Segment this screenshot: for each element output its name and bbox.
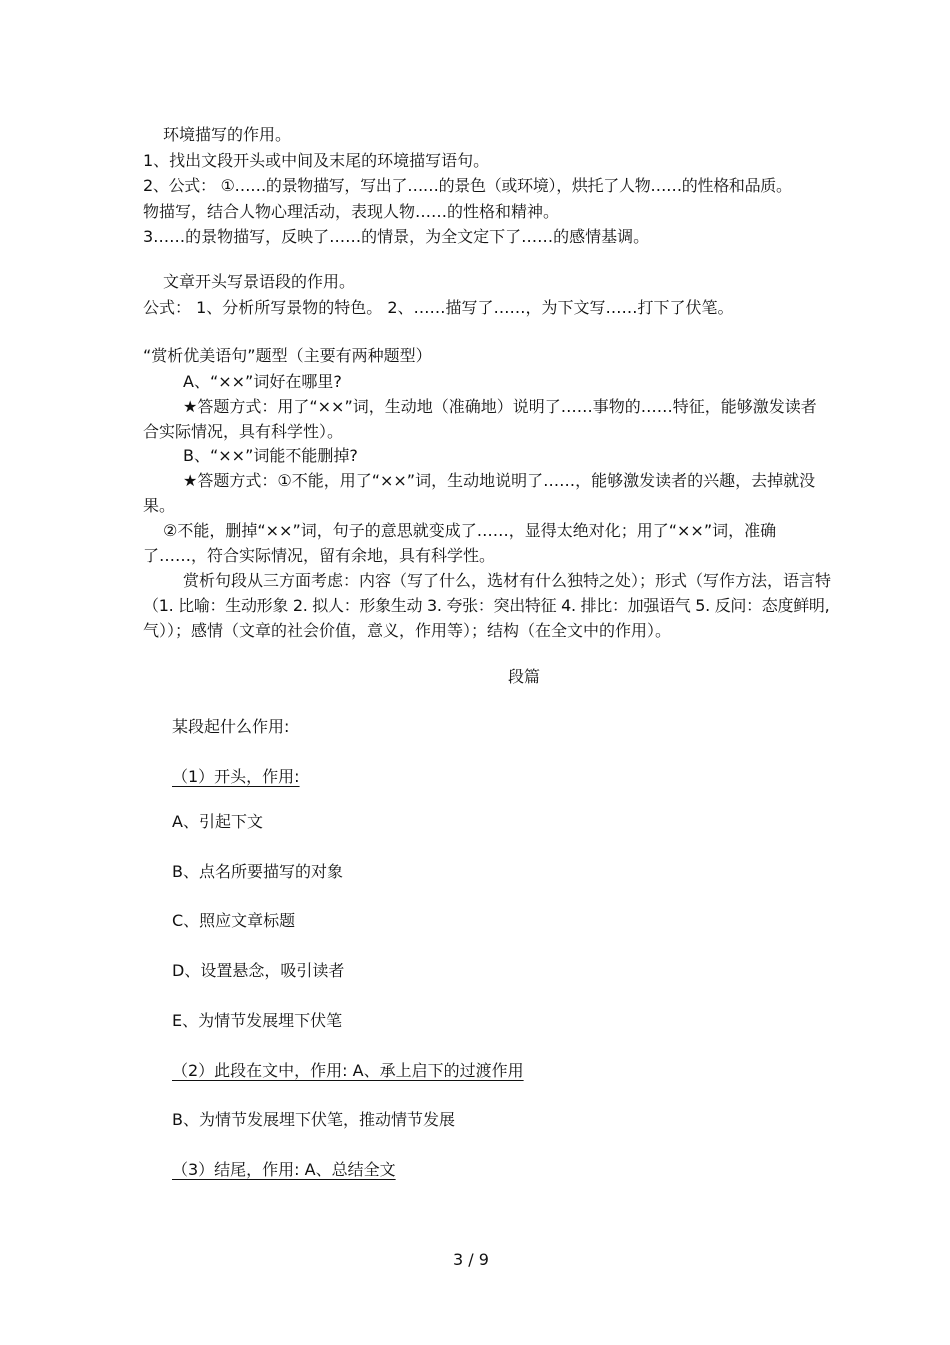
answer-b-2: ②不能，删掉“××”词，句子的意思就变成了……，显得太绝对化；用了“××”词，准确 xyxy=(163,521,777,540)
opening-item-a: A、引起下文 xyxy=(172,812,263,831)
answer-a-continued: 合实际情况，具有科学性）。 xyxy=(143,422,344,441)
analysis-aspects: 赏析句段从三方面考虑：内容（写了什么，选材有什么独特之处）；形式（写作方法，语言特 xyxy=(183,571,832,590)
analysis-aspects-end: 气））；感情（文章的社会价值，意义，作用等）；结构（在全文中的作用）。 xyxy=(143,621,672,640)
env-step-2: 2、公式： ①……的景物描写，写出了……的景色（或环境），烘托了人物……的性格和品质。 xyxy=(143,176,792,195)
page-number: 3 / 9 xyxy=(453,1250,489,1269)
middle-role: （2）此段在文中，作用: A、承上启下的过渡作用 xyxy=(172,1061,524,1080)
answer-b-1-continued: 果。 xyxy=(143,496,176,515)
env-step-3: 3……的景物描写，反映了……的情景，为全文定下了……的感情基调。 xyxy=(143,227,650,246)
appreciation-title: “赏析优美语句”题型（主要有两种题型） xyxy=(143,346,432,365)
answer-b-2-continued: 了……，符合实际情况，留有余地，具有科学性。 xyxy=(143,546,496,565)
ending-role: （3）结尾，作用: A、总结全文 xyxy=(172,1160,396,1179)
section-heading: 段篇 xyxy=(508,667,541,686)
opening-item-e: E、为情节发展埋下伏笔 xyxy=(172,1011,343,1030)
env-step-2-continued: 物描写，结合人物心理活动，表现人物……的性格和精神。 xyxy=(143,202,560,221)
answer-a: ★答题方式：用了“××”词，生动地（准确地）说明了……事物的……特征，能够激发读者 xyxy=(183,397,817,416)
env-description-title: 环境描写的作用。 xyxy=(163,125,292,144)
env-step-1: 1、找出文段开头或中间及末尾的环境描写语句。 xyxy=(143,151,490,170)
opening-scenery-formula: 公式： 1、分析所写景物的特色。 2、……描写了……，为下文写……打下了伏笔。 xyxy=(143,298,734,317)
question-b: B、“××”词能不能删掉? xyxy=(183,446,358,465)
answer-b-1: ★答题方式：①不能，用了“××”词，生动地说明了……，能够激发读者的兴趣，去掉就没 xyxy=(183,471,816,490)
paragraph-role-question: 某段起什么作用: xyxy=(172,717,290,736)
analysis-rhetoric-list: （1. 比喻：生动形象 2. 拟人：形象生动 3. 夸张：突出特征 4. 排比：加强语气 5. 反问：态度鲜明, xyxy=(143,596,830,615)
opening-item-d: D、设置悬念，吸引读者 xyxy=(172,961,345,980)
opening-item-b: B、点名所要描写的对象 xyxy=(172,862,343,881)
middle-item-b: B、为情节发展埋下伏笔，推动情节发展 xyxy=(172,1110,455,1129)
opening-role: （1）开头，作用: xyxy=(172,767,300,786)
opening-item-c: C、照应文章标题 xyxy=(172,911,296,930)
question-a: A、“××”词好在哪里? xyxy=(183,372,342,391)
opening-scenery-title: 文章开头写景语段的作用。 xyxy=(163,272,356,291)
